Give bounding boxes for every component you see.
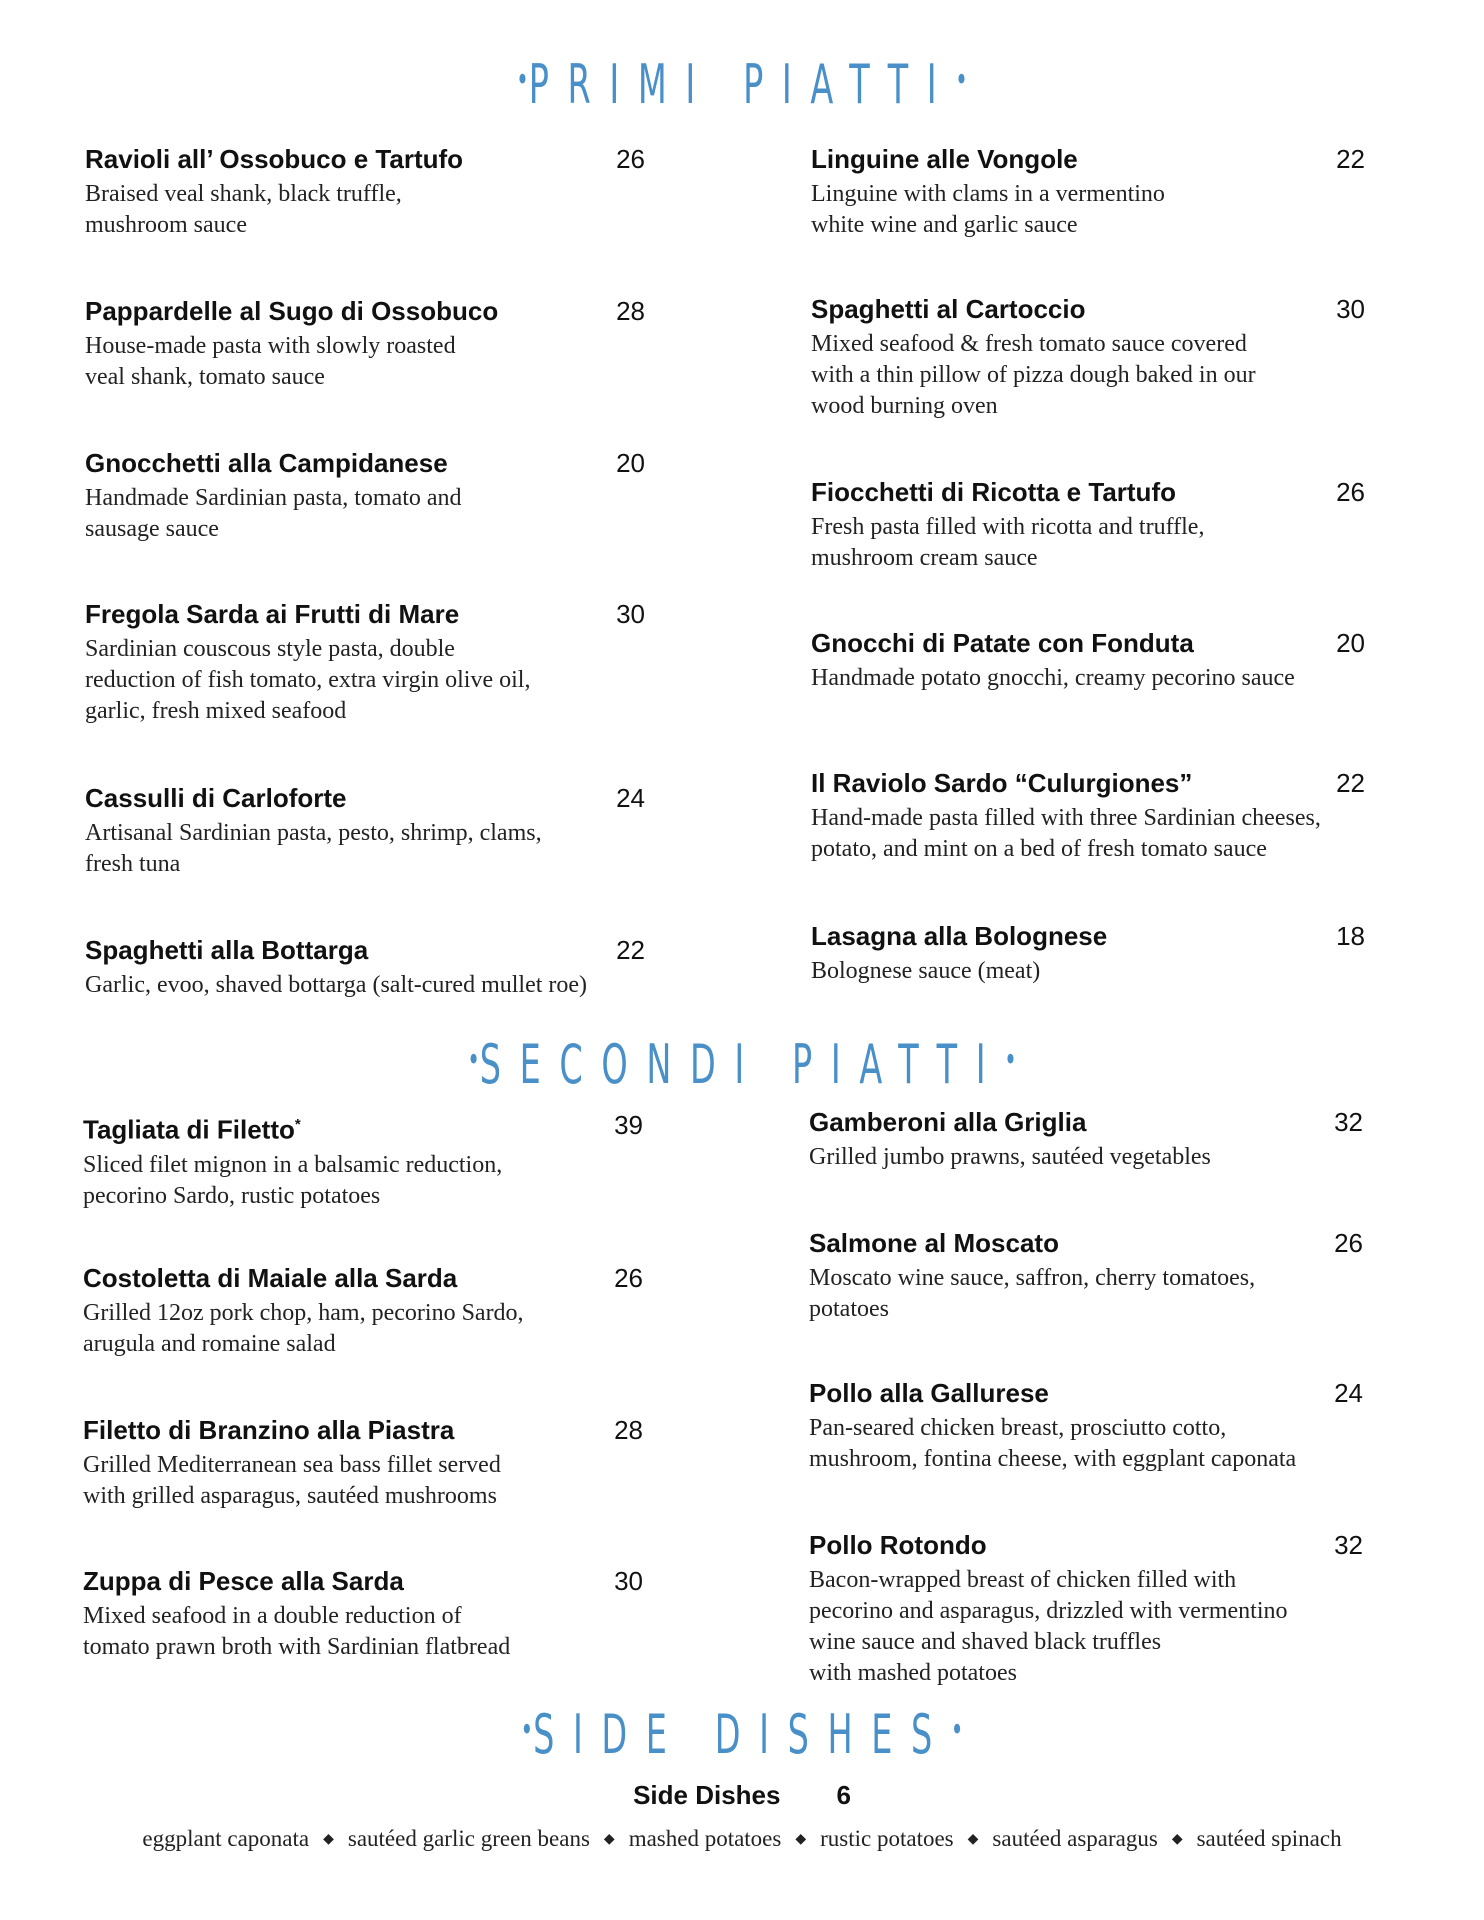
item-description: Moscato wine sauce, saffron, cherry tomatoes, potatoes [809, 1265, 1256, 1322]
side-dish: eggplant caponata [142, 1826, 310, 1851]
item-name: Ravioli all’ Ossobuco e Tartufo [85, 144, 464, 174]
menu-item [85, 935, 645, 1001]
menu-item [85, 599, 645, 727]
menu-item [811, 477, 1365, 574]
item-name: Linguine alle Vongole [811, 144, 1078, 174]
item-description: Fresh pasta filled with ricotta and truffle, mushroom cream sauce [811, 514, 1205, 571]
item-name: Pollo Rotondo [809, 1530, 987, 1560]
menu-item [811, 294, 1365, 422]
item-price: 26 [1334, 1228, 1363, 1258]
item-price: 22 [616, 935, 645, 965]
item-price: 20 [616, 448, 645, 478]
item-name: Lasagna alla Bolognese [811, 921, 1108, 951]
item-price: 28 [616, 296, 645, 326]
item-price: 30 [614, 1566, 643, 1596]
item-description: House-made pasta with slowly roasted veal shank, tomato sauce [85, 333, 456, 390]
item-name: Pollo alla Gallurese [809, 1378, 1049, 1408]
diamond-icon: ◆ [603, 1832, 615, 1847]
side-dish: rustic potatoes [820, 1826, 954, 1851]
item-name: Gnocchetti alla Campidanese [85, 448, 448, 478]
item-price: 22 [1336, 144, 1365, 174]
item-price: 32 [1334, 1107, 1363, 1137]
item-description: Artisanal Sardinian pasta, pesto, shrimp, clams, fresh tuna [85, 820, 542, 877]
item-name: Filetto di Branzino alla Piastra [83, 1415, 455, 1445]
menu-item [83, 1110, 643, 1212]
item-name: Fregola Sarda ai Frutti di Mare [85, 599, 460, 629]
item-description: Pan-seared chicken breast, prosciutto cotto, mushroom, fontina cheese, with eggplant caponata [809, 1415, 1297, 1472]
menu-item [811, 921, 1365, 987]
item-name: Salmone al Moscato [809, 1228, 1059, 1258]
item-description: Braised veal shank, black truffle, mushroom sauce [85, 181, 402, 238]
menu-item [85, 296, 645, 393]
item-description: Linguine with clams in a vermentino white wine and garlic sauce [811, 181, 1165, 238]
side-dish: mashed potatoes [628, 1826, 782, 1851]
item-description: Mixed seafood & fresh tomato sauce covered with a thin pillow of pizza dough baked in our wood burning oven [811, 331, 1256, 419]
item-name: Gamberoni alla Griglia [809, 1107, 1087, 1137]
menu-item [809, 1228, 1363, 1325]
diamond-icon: ◆ [967, 1832, 979, 1847]
menu-item [811, 768, 1365, 865]
item-price: 39 [614, 1110, 643, 1140]
menu-item [83, 1566, 643, 1663]
side-dishes-heading [0, 1780, 1484, 1811]
item-price: 26 [614, 1263, 643, 1293]
item-description: Grilled 12oz pork chop, ham, pecorino Sardo, arugula and romaine salad [83, 1300, 524, 1357]
side-dishes-label: Side Dishes [633, 1780, 781, 1810]
item-name: Pappardelle al Sugo di Ossobuco [85, 296, 499, 326]
side-dish: sautéed asparagus [992, 1826, 1158, 1851]
section-title-sides: •SIDE DISHES• [520, 1703, 964, 1766]
item-name: Tagliata di Filetto* [83, 1114, 301, 1145]
item-description: Bolognese sauce (meat) [811, 958, 1041, 984]
item-description: Bacon-wrapped breast of chicken filled with pecorino and asparagus, drizzled with vermentino wine sauce and shaved black truffles with mashed potatoes [809, 1567, 1288, 1686]
item-description: Sardinian couscous style pasta, double reduction of fish tomato, extra virgin olive oil, garlic, fresh mixed seafood [85, 636, 531, 724]
diamond-icon: ◆ [1171, 1832, 1183, 1847]
menu-item [809, 1378, 1363, 1475]
item-price: 20 [1336, 628, 1365, 658]
side-dishes-price: 6 [836, 1780, 851, 1810]
item-price: 24 [1334, 1378, 1363, 1408]
item-description: Mixed seafood in a double reduction of tomato prawn broth with Sardinian flatbread [83, 1603, 511, 1660]
menu-item [85, 144, 645, 241]
item-name: Fiocchetti di Ricotta e Tartufo [811, 477, 1176, 507]
side-dishes-list [0, 1826, 1484, 1852]
item-description: Garlic, evoo, shaved bottarga (salt-cured mullet roe) [85, 972, 588, 998]
menu-item [809, 1530, 1363, 1689]
section-title-primi: •PRIMI PIATTI• [516, 53, 968, 116]
item-name: Cassulli di Carloforte [85, 783, 347, 813]
item-name: Costoletta di Maiale alla Sarda [83, 1263, 458, 1293]
side-dish: sautéed garlic green beans [347, 1826, 590, 1851]
item-description: Grilled jumbo prawns, sautéed vegetables [809, 1144, 1211, 1170]
item-description: Hand-made pasta filled with three Sardinian cheeses, potato, and mint on a bed of fresh tomato sauce [811, 805, 1321, 862]
item-price: 32 [1334, 1530, 1363, 1560]
diamond-icon: ◆ [795, 1832, 807, 1847]
menu-item [811, 628, 1365, 694]
side-dish: sautéed spinach [1196, 1826, 1342, 1851]
item-price: 24 [616, 783, 645, 813]
item-description: Sliced filet mignon in a balsamic reduction, pecorino Sardo, rustic potatoes [83, 1151, 503, 1209]
item-description: Grilled Mediterranean sea bass fillet served with grilled asparagus, sautéed mushrooms [83, 1452, 501, 1509]
item-price: 30 [1336, 294, 1365, 324]
item-price: 26 [616, 144, 645, 174]
menu-item [83, 1263, 643, 1360]
item-mark: * [294, 1116, 301, 1133]
menu-item [811, 144, 1365, 241]
item-name: Il Raviolo Sardo “Culurgiones” [811, 768, 1193, 798]
item-description: Handmade Sardinian pasta, tomato and sausage sauce [85, 485, 462, 542]
diamond-icon: ◆ [323, 1832, 334, 1847]
item-name: Gnocchi di Patate con Fonduta [811, 628, 1194, 658]
item-price: 28 [614, 1415, 643, 1445]
menu-item [83, 1415, 643, 1512]
item-price: 26 [1336, 477, 1365, 507]
item-price: 22 [1336, 768, 1365, 798]
item-name: Zuppa di Pesce alla Sarda [83, 1566, 404, 1596]
item-name: Spaghetti alla Bottarga [85, 935, 369, 965]
item-description: Handmade potato gnocchi, creamy pecorino sauce [811, 665, 1295, 691]
item-price: 30 [616, 599, 645, 629]
menu-item [85, 448, 645, 545]
menu-item [809, 1107, 1363, 1173]
item-price: 18 [1336, 921, 1365, 951]
section-title-secondi: •SECONDI PIATTI• [467, 1033, 1017, 1096]
menu-item [85, 783, 645, 880]
item-name: Spaghetti al Cartoccio [811, 294, 1086, 324]
